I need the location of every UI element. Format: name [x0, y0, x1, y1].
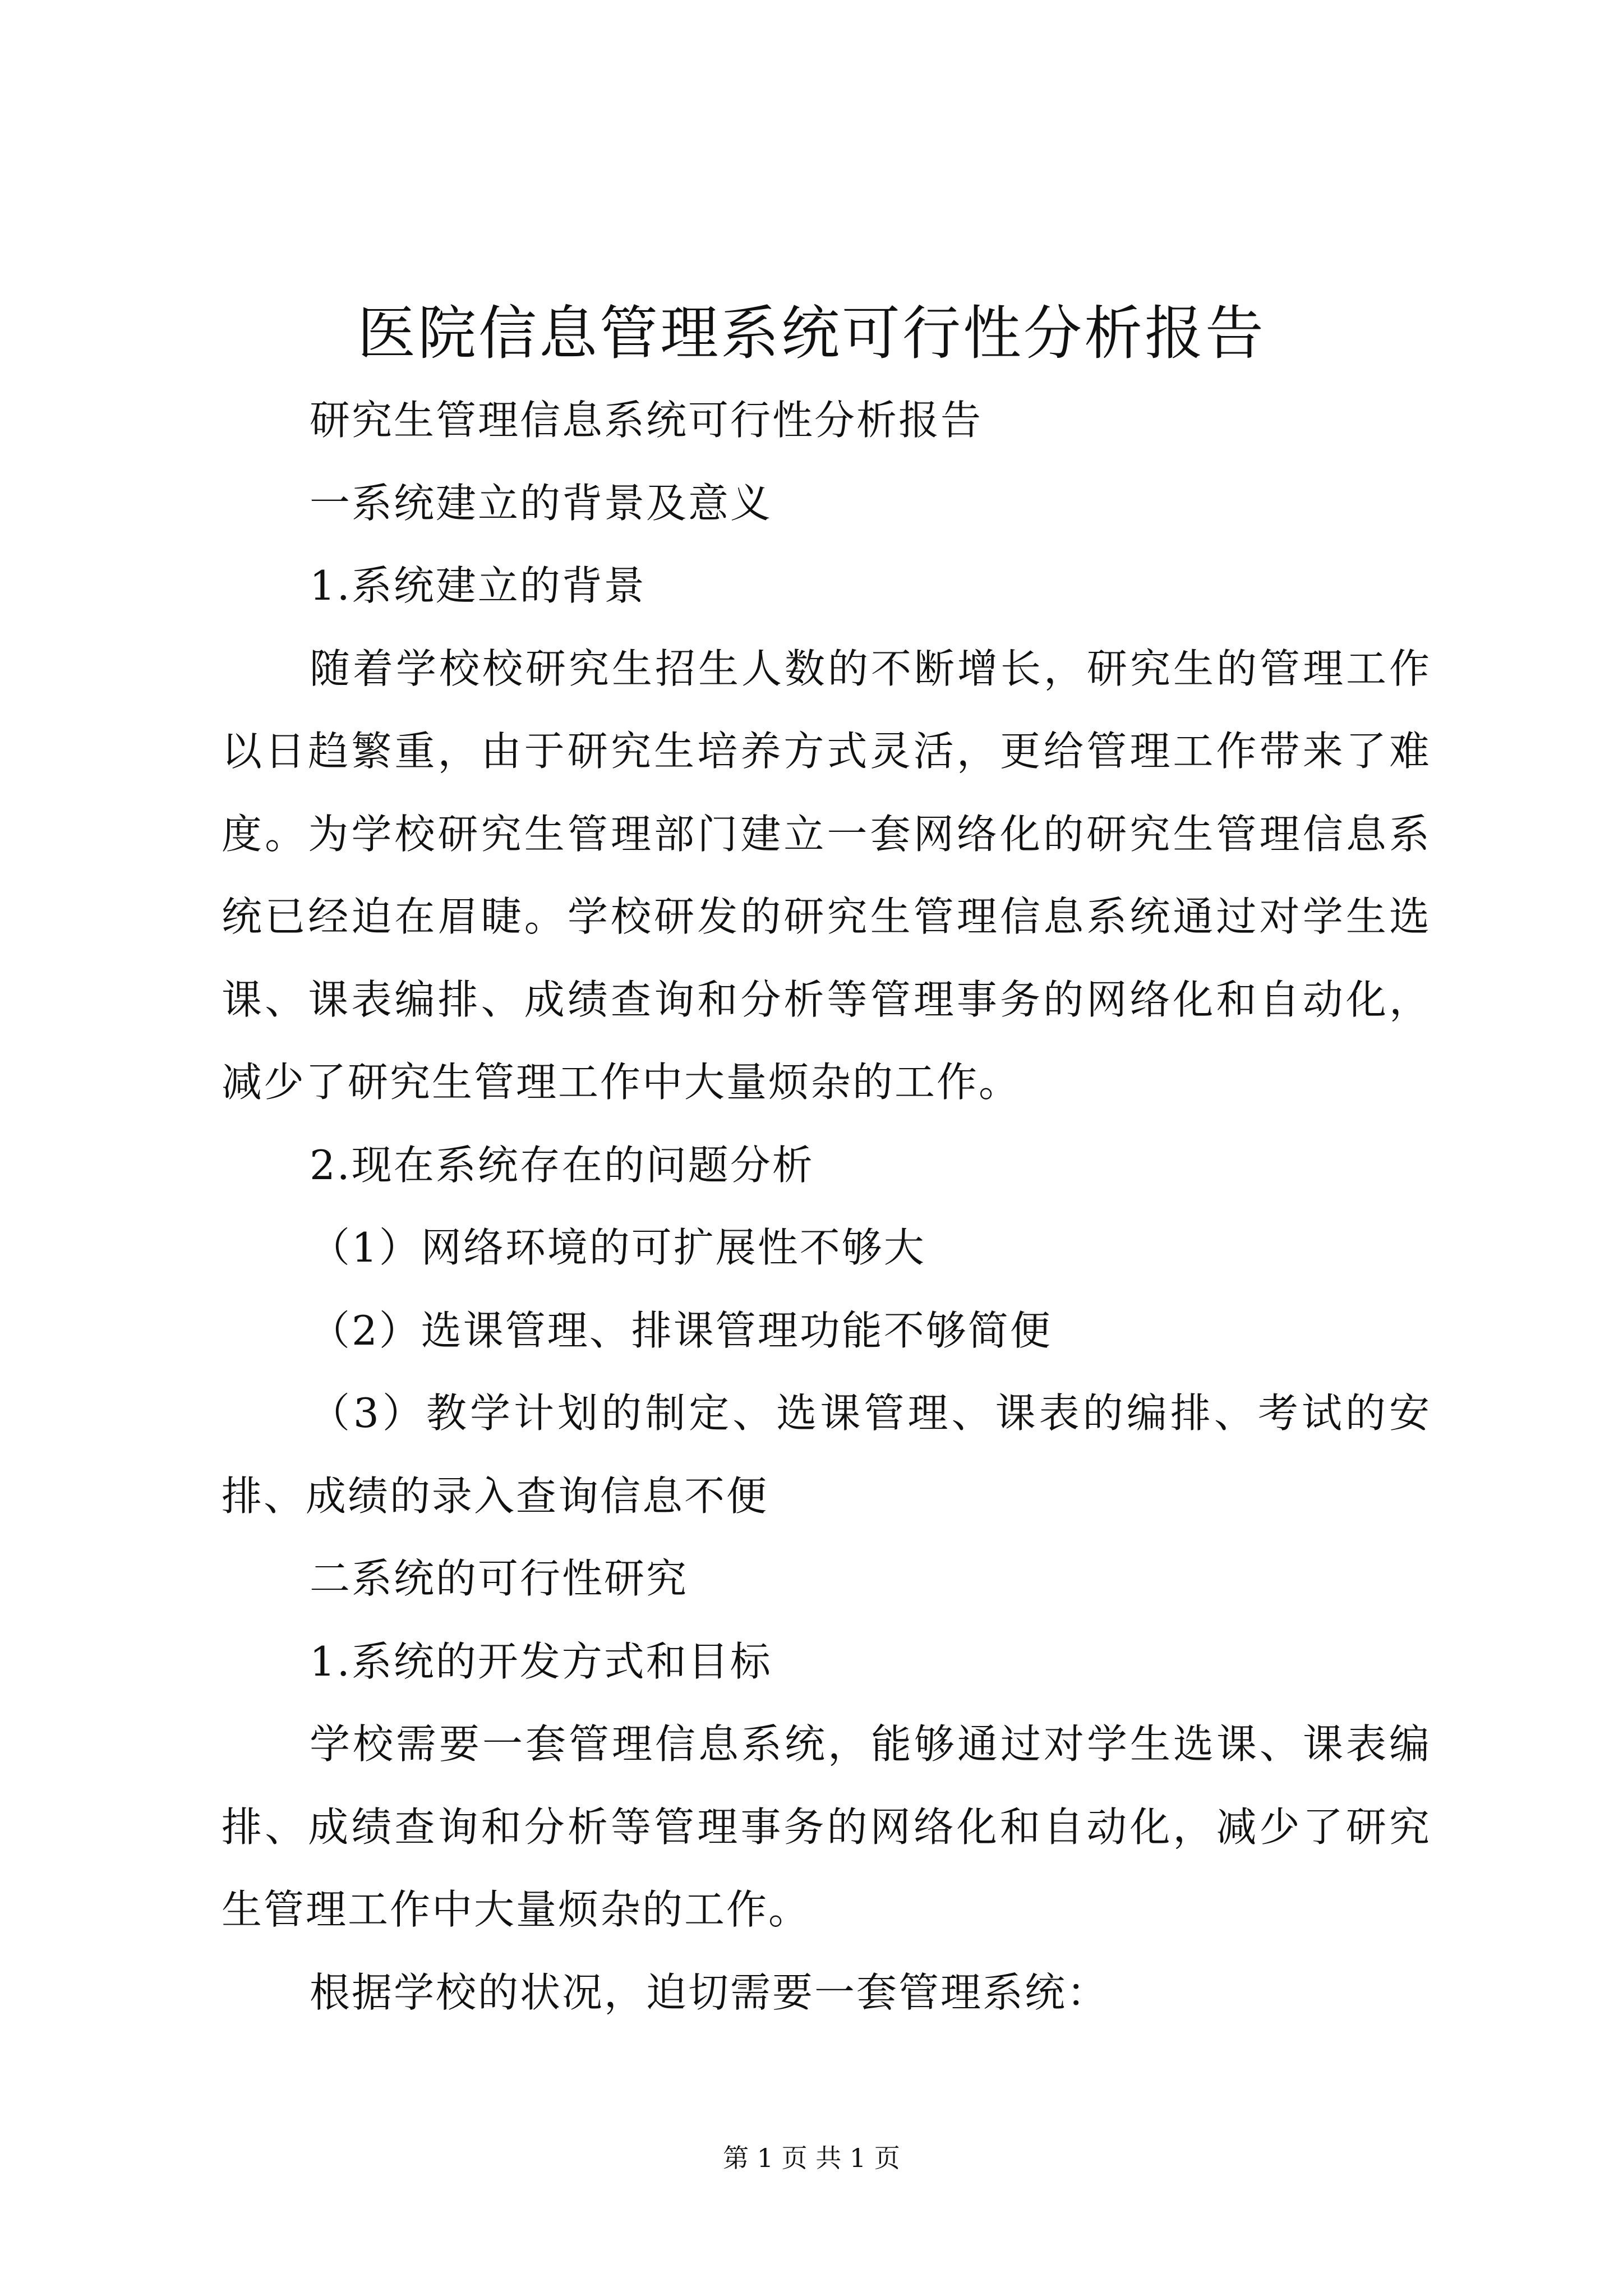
text-line: 以日趋繁重，由于研究生培养方式灵活，更给管理工作带来了难 — [222, 728, 1431, 775]
text-line: 减少了研究生管理工作中大量烦杂的工作。 — [222, 1059, 1021, 1106]
text-line: 研究生管理信息系统可行性分析报告 — [310, 397, 983, 444]
text-line: 2.现在系统存在的问题分析 — [310, 1141, 814, 1189]
body-paragraph — [222, 628, 1431, 1124]
text-line: 排、成绩查询和分析等管理事务的网络化和自动化，减少了研究 — [222, 1803, 1431, 1851]
page-footer: 第 1 页 共 1 页 — [723, 2143, 900, 2173]
text-line: 度。为学校研究生管理部门建立一套网络化的研究生管理信息系 — [222, 810, 1431, 858]
section-heading — [222, 462, 1431, 545]
text-line: 1.系统建立的背景 — [310, 562, 646, 609]
list-item — [222, 1372, 1431, 1538]
text-line: 根据学校的状况，迫切需要一套管理系统： — [310, 1968, 1109, 2016]
body-paragraph — [222, 1952, 1431, 2035]
text-line: 二系统的可行性研究 — [310, 1555, 689, 1602]
text-line: 随着学校校研究生招生人数的不断增长，研究生的管理工作 — [310, 645, 1431, 692]
text-line: 学校需要一套管理信息系统，能够通过对学生选课、课表编 — [310, 1720, 1431, 1768]
body-paragraph — [222, 1703, 1431, 1952]
text-line: 一系统建立的背景及意义 — [310, 479, 773, 527]
section-heading — [222, 1538, 1431, 1621]
text-line: （2）选课管理、排课管理功能不够简便 — [310, 1306, 1052, 1354]
list-item — [222, 1290, 1431, 1373]
subsection-heading — [222, 545, 1431, 628]
subtitle-paragraph — [222, 379, 1431, 462]
text-line: 1.系统的开发方式和目标 — [310, 1637, 772, 1685]
list-item — [222, 1207, 1431, 1290]
text-line: 课、课表编排、成绩查询和分析等管理事务的网络化和自动化， — [222, 976, 1431, 1023]
subsection-heading — [222, 1124, 1431, 1207]
text-line: 统已经迫在眉睫。学校研发的研究生管理信息系统通过对学生选 — [222, 893, 1431, 940]
document-title: 医院信息管理系统可行性分析报告 — [357, 299, 1266, 367]
text-line: （3）教学计划的制定、选课管理、课表的编排、考试的安 — [310, 1389, 1431, 1437]
text-line: 生管理工作中大量烦杂的工作。 — [222, 1886, 811, 1933]
text-line: 排、成绩的录入查询信息不便 — [222, 1472, 769, 1520]
subsection-heading — [222, 1621, 1431, 1704]
document-body — [222, 379, 1431, 2034]
text-line: （1）网络环境的可扩展性不够大 — [310, 1224, 926, 1271]
